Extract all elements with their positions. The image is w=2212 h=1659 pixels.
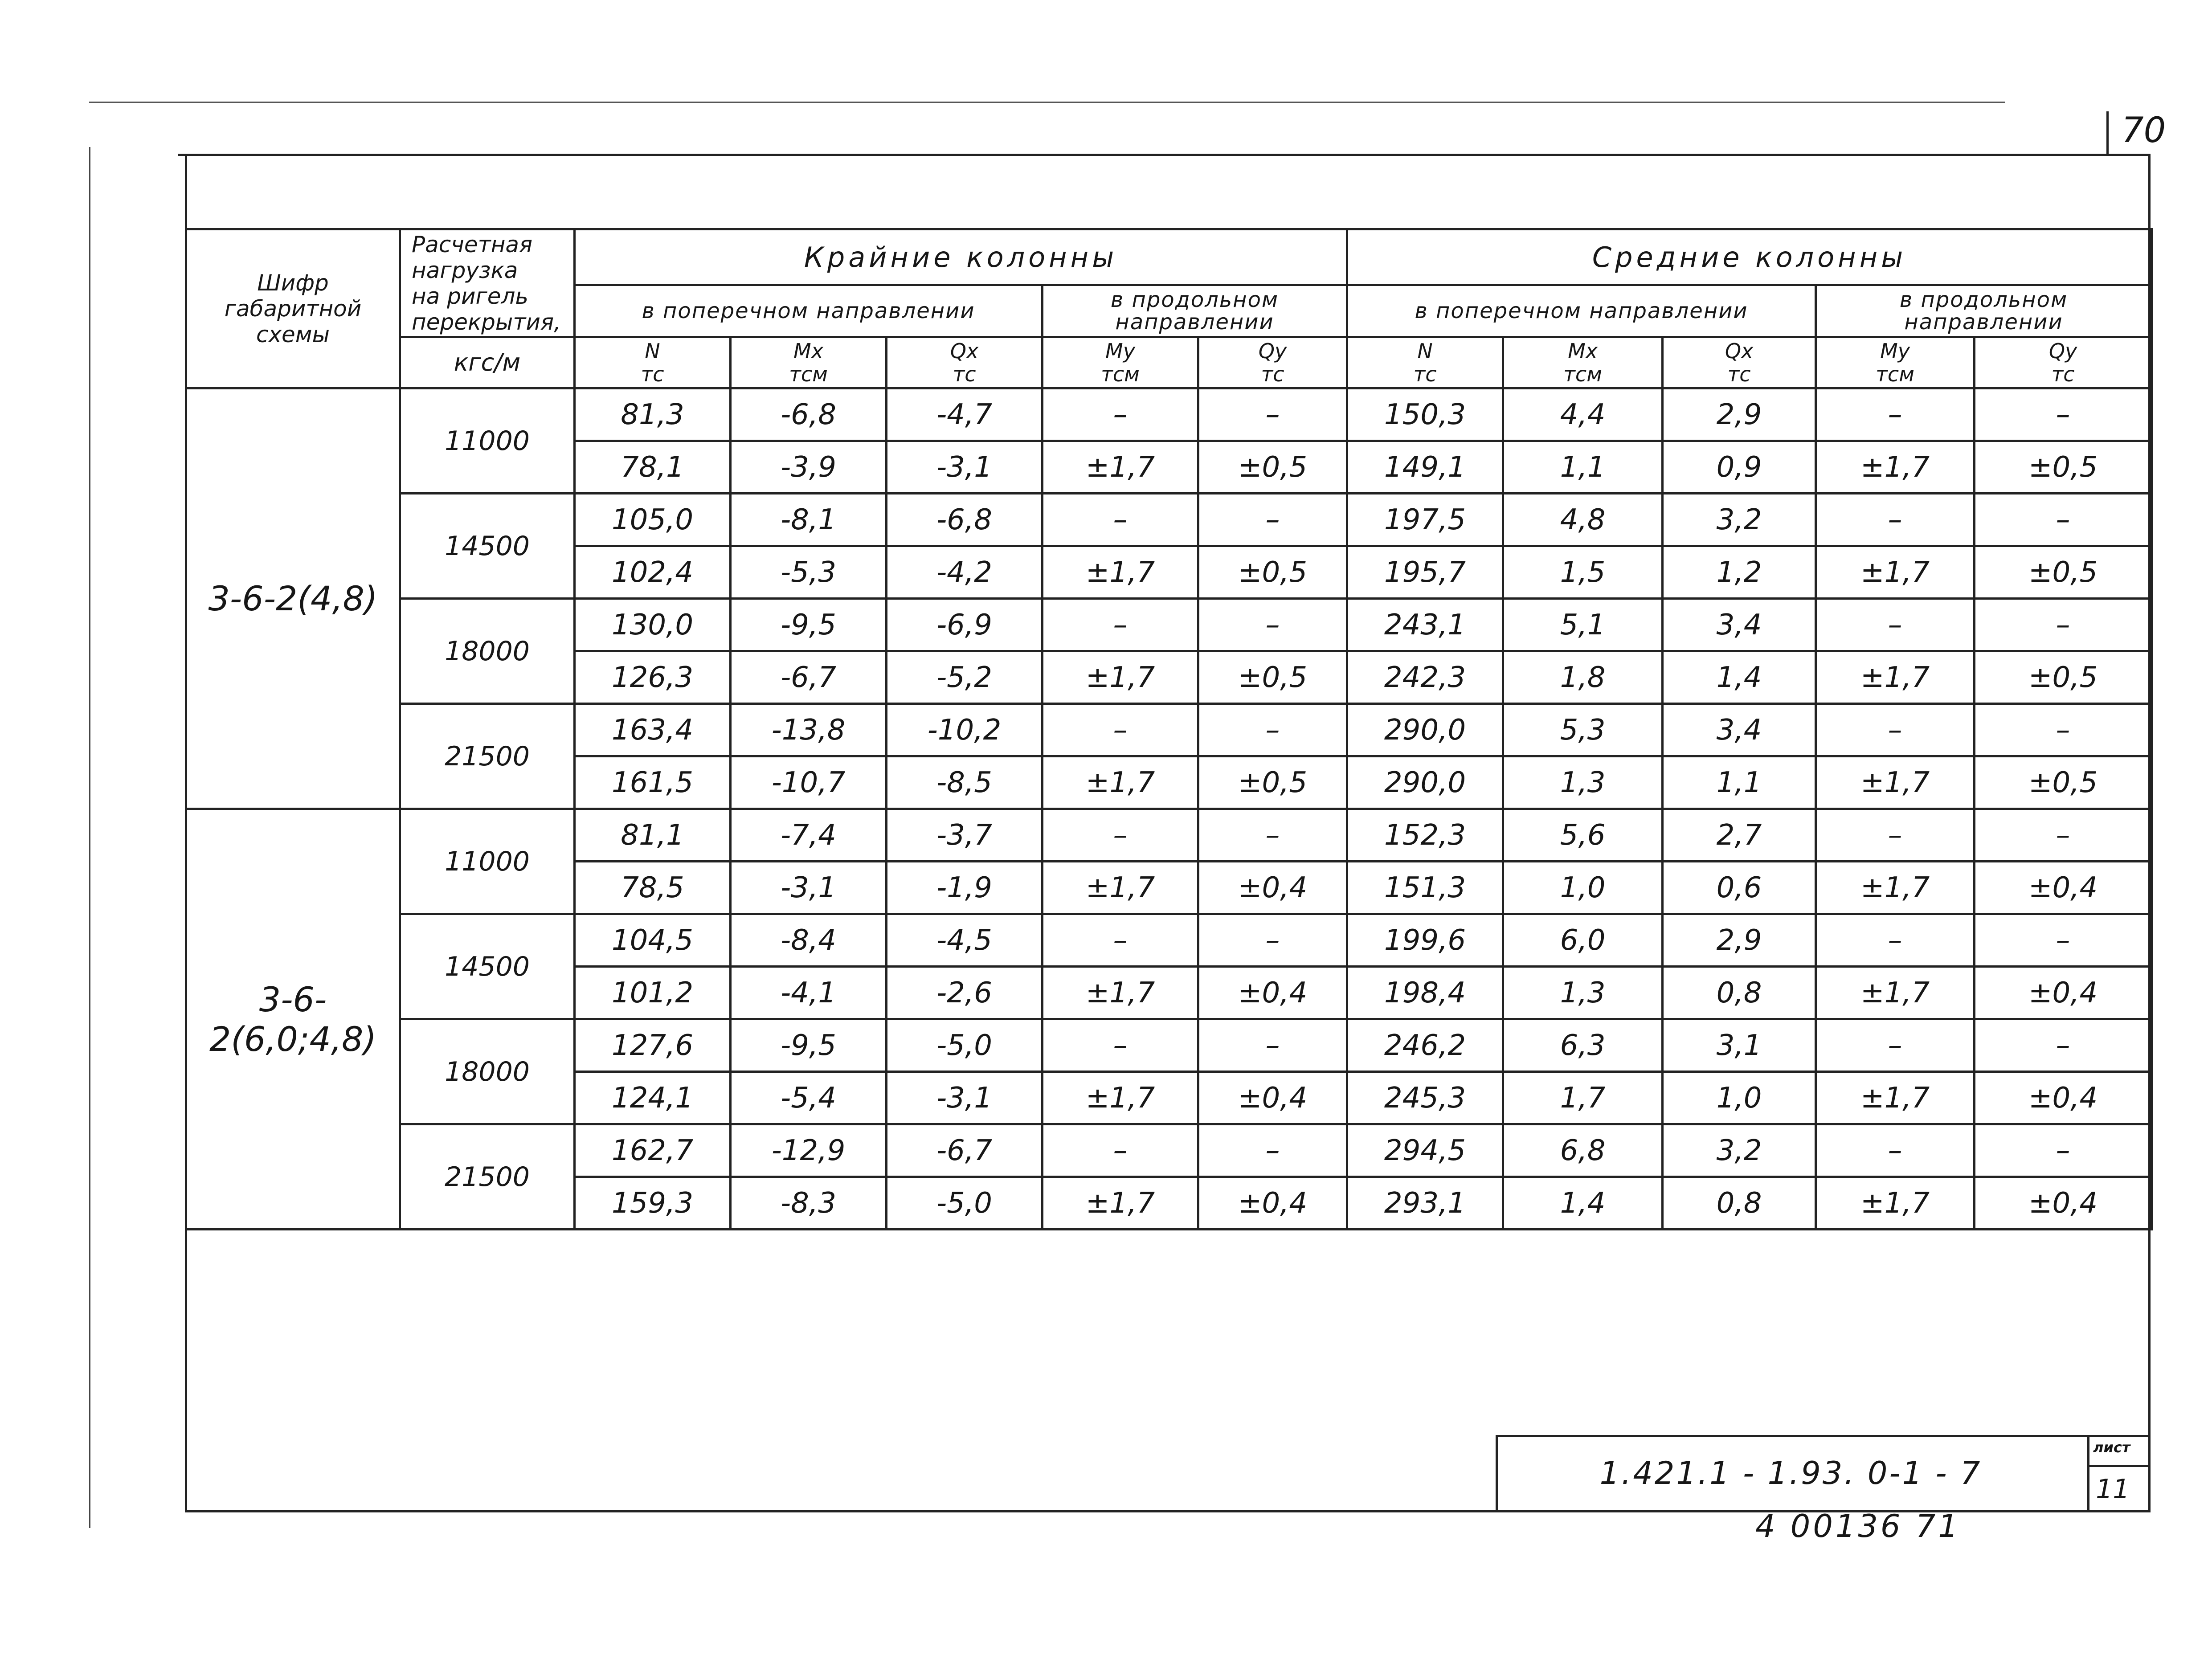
load-cell: 14500 xyxy=(400,494,575,599)
outer-top-line xyxy=(89,102,2005,103)
value-cell: -4,7 xyxy=(887,388,1043,441)
value-cell: -12,9 xyxy=(731,1124,887,1177)
sheet-label: лист xyxy=(2093,1439,2130,1456)
value-cell: ±1,7 xyxy=(1043,862,1198,914)
value-cell: -3,1 xyxy=(887,1072,1043,1124)
load-column-header xyxy=(400,229,575,337)
force-column-header xyxy=(575,337,731,388)
force-column-header xyxy=(1347,337,1503,388)
value-cell: 163,4 xyxy=(575,704,731,756)
value-cell: 0,8 xyxy=(1663,1177,1816,1230)
load-header-line: нагрузка xyxy=(412,257,518,283)
value-cell: – xyxy=(1198,1124,1347,1177)
value-cell: -6,8 xyxy=(887,494,1043,546)
binding-line xyxy=(89,147,90,1528)
value-cell: 3,2 xyxy=(1663,1124,1816,1177)
value-cell: -6,9 xyxy=(887,599,1043,651)
value-cell: 3,1 xyxy=(1663,1019,1816,1072)
value-cell: – xyxy=(1816,1124,1975,1177)
force-column-header xyxy=(887,337,1043,388)
value-cell: – xyxy=(1043,809,1198,862)
value-cell: 290,0 xyxy=(1347,756,1503,809)
value-cell: -3,1 xyxy=(731,862,887,914)
value-cell: -10,2 xyxy=(887,704,1043,756)
sheet-number: 70 xyxy=(2122,110,2166,151)
edge-columns-header: Крайние колонны xyxy=(575,229,1347,285)
value-cell: ±1,7 xyxy=(1043,756,1198,809)
force-name: My xyxy=(1880,339,1910,363)
force-unit: тсм xyxy=(1563,362,1602,386)
value-cell: ±1,7 xyxy=(1043,967,1198,1019)
force-column-header xyxy=(731,337,887,388)
value-cell: -6,7 xyxy=(731,651,887,704)
value-cell: -3,1 xyxy=(887,441,1043,494)
force-unit: тс xyxy=(953,362,976,386)
edge-transverse-header: в поперечном направлении xyxy=(575,285,1043,337)
value-cell: 198,4 xyxy=(1347,967,1503,1019)
value-cell: – xyxy=(1198,1019,1347,1072)
value-cell: -8,5 xyxy=(887,756,1043,809)
value-cell: 199,6 xyxy=(1347,914,1503,967)
value-cell: 3,4 xyxy=(1663,599,1816,651)
value-cell: ±0,5 xyxy=(1198,756,1347,809)
load-cell: 14500 xyxy=(400,914,575,1019)
force-name: N xyxy=(645,339,660,363)
value-cell: 1,4 xyxy=(1503,1177,1663,1230)
force-unit: тс xyxy=(2051,362,2075,386)
table-row xyxy=(186,599,2152,651)
value-cell: ±0,4 xyxy=(1198,967,1347,1019)
value-cell: 5,1 xyxy=(1503,599,1663,651)
load-cell: 18000 xyxy=(400,599,575,704)
value-cell: -2,6 xyxy=(887,967,1043,1019)
value-cell: – xyxy=(1198,599,1347,651)
value-cell: 124,1 xyxy=(575,1072,731,1124)
force-name: Mx xyxy=(793,339,823,363)
table-row xyxy=(186,388,2152,441)
value-cell: ±0,4 xyxy=(1198,1072,1347,1124)
value-cell: ±0,5 xyxy=(1198,651,1347,704)
value-cell: – xyxy=(1043,1124,1198,1177)
value-cell: 152,3 xyxy=(1347,809,1503,862)
value-cell: – xyxy=(1816,388,1975,441)
force-name: Qy xyxy=(1258,339,1287,363)
value-cell: – xyxy=(1198,388,1347,441)
value-cell: 195,7 xyxy=(1347,546,1503,599)
value-cell: – xyxy=(1975,388,2152,441)
force-name: Mx xyxy=(1568,339,1598,363)
value-cell: 78,1 xyxy=(575,441,731,494)
load-cell: 21500 xyxy=(400,704,575,809)
force-column-header xyxy=(1043,337,1198,388)
table-body xyxy=(186,388,2152,1230)
value-cell: -4,2 xyxy=(887,546,1043,599)
load-cell: 18000 xyxy=(400,1019,575,1124)
value-cell: -4,1 xyxy=(731,967,887,1019)
value-cell: 3,2 xyxy=(1663,494,1816,546)
scheme-header-line: габаритной xyxy=(224,296,362,322)
table-row xyxy=(186,809,2152,862)
force-unit: тс xyxy=(641,362,664,386)
value-cell: ±1,7 xyxy=(1816,862,1975,914)
value-cell: ±0,5 xyxy=(1975,546,2152,599)
value-cell: ±0,5 xyxy=(1975,441,2152,494)
value-cell: 245,3 xyxy=(1347,1072,1503,1124)
value-cell: -8,4 xyxy=(731,914,887,967)
top-border-line xyxy=(178,154,2151,156)
value-cell: – xyxy=(1975,704,2152,756)
value-cell: 5,3 xyxy=(1503,704,1663,756)
value-cell: -9,5 xyxy=(731,1019,887,1072)
force-unit: тс xyxy=(1261,362,1284,386)
value-cell: ±1,7 xyxy=(1043,441,1198,494)
value-cell: ±1,7 xyxy=(1816,651,1975,704)
value-cell: – xyxy=(1816,599,1975,651)
value-cell: – xyxy=(1816,704,1975,756)
value-cell: 1,3 xyxy=(1503,967,1663,1019)
value-cell: 3,4 xyxy=(1663,704,1816,756)
value-cell: -8,1 xyxy=(731,494,887,546)
value-cell: -13,8 xyxy=(731,704,887,756)
value-cell: -5,2 xyxy=(887,651,1043,704)
value-cell: 243,1 xyxy=(1347,599,1503,651)
force-name: My xyxy=(1105,339,1135,363)
value-cell: – xyxy=(1043,704,1198,756)
force-column-header xyxy=(1975,337,2152,388)
value-cell: – xyxy=(1975,1124,2152,1177)
force-name: N xyxy=(1417,339,1433,363)
value-cell: ±1,7 xyxy=(1816,967,1975,1019)
sheet-value: 11 xyxy=(2096,1474,2130,1505)
value-cell: – xyxy=(1043,914,1198,967)
table-row xyxy=(186,494,2152,546)
value-cell: 161,5 xyxy=(575,756,731,809)
value-cell: – xyxy=(1975,494,2152,546)
value-cell: 1,5 xyxy=(1503,546,1663,599)
value-cell: 105,0 xyxy=(575,494,731,546)
value-cell: – xyxy=(1975,1019,2152,1072)
value-cell: -8,3 xyxy=(731,1177,887,1230)
value-cell: -5,3 xyxy=(731,546,887,599)
value-cell: 0,9 xyxy=(1663,441,1816,494)
value-cell: – xyxy=(1043,494,1198,546)
value-cell: 0,8 xyxy=(1663,967,1816,1019)
value-cell: ±0,4 xyxy=(1198,862,1347,914)
title-block xyxy=(1496,1435,2150,1512)
value-cell: ±1,7 xyxy=(1816,1072,1975,1124)
value-cell: ±0,5 xyxy=(1198,441,1347,494)
value-cell: ±0,5 xyxy=(1198,546,1347,599)
value-cell: 78,5 xyxy=(575,862,731,914)
value-cell: -10,7 xyxy=(731,756,887,809)
value-cell: 151,3 xyxy=(1347,862,1503,914)
force-name: Qx xyxy=(1725,339,1754,363)
value-cell: -5,0 xyxy=(887,1019,1043,1072)
archive-number: 4 00136 71 xyxy=(1755,1508,1961,1545)
value-cell: 101,2 xyxy=(575,967,731,1019)
value-cell: 2,9 xyxy=(1663,914,1816,967)
value-cell: ±1,7 xyxy=(1043,1072,1198,1124)
load-cell: 11000 xyxy=(400,809,575,914)
value-cell: -7,4 xyxy=(731,809,887,862)
edge-longitudinal-header: в продольном направлении xyxy=(1043,285,1347,337)
force-name: Qx xyxy=(950,339,979,363)
value-cell: -9,5 xyxy=(731,599,887,651)
value-cell: ±1,7 xyxy=(1816,1177,1975,1230)
value-cell: 6,3 xyxy=(1503,1019,1663,1072)
scheme-header-line: Шифр xyxy=(257,270,329,296)
value-cell: – xyxy=(1198,704,1347,756)
force-unit: тсм xyxy=(789,362,828,386)
value-cell: -5,0 xyxy=(887,1177,1043,1230)
load-header-line: перекрытия, xyxy=(412,309,561,335)
value-cell: ±1,7 xyxy=(1816,441,1975,494)
value-cell: ±1,7 xyxy=(1043,546,1198,599)
sheet-number-divider xyxy=(2106,111,2109,156)
table-row xyxy=(186,704,2152,756)
value-cell: 246,2 xyxy=(1347,1019,1503,1072)
value-cell: 1,1 xyxy=(1663,756,1816,809)
value-cell: 104,5 xyxy=(575,914,731,967)
table-row xyxy=(186,1019,2152,1072)
value-cell: 150,3 xyxy=(1347,388,1503,441)
force-unit: тс xyxy=(1727,362,1751,386)
value-cell: 1,0 xyxy=(1663,1072,1816,1124)
value-cell: 102,4 xyxy=(575,546,731,599)
middle-longitudinal-header: в продольном направлении xyxy=(1816,285,2152,337)
sheet-cell-divider xyxy=(2089,1465,2150,1467)
value-cell: ±1,7 xyxy=(1043,651,1198,704)
value-cell: – xyxy=(1816,809,1975,862)
value-cell: 2,7 xyxy=(1663,809,1816,862)
value-cell: – xyxy=(1816,494,1975,546)
value-cell: 149,1 xyxy=(1347,441,1503,494)
value-cell: ±1,7 xyxy=(1816,546,1975,599)
internal-forces-table xyxy=(185,228,2153,1230)
value-cell: 1,4 xyxy=(1663,651,1816,704)
force-unit: тсм xyxy=(1101,362,1140,386)
scheme-cell: 3-6-2(6,0;4,8) xyxy=(186,809,400,1230)
value-cell: – xyxy=(1975,914,2152,967)
value-cell: 4,8 xyxy=(1503,494,1663,546)
value-cell: – xyxy=(1043,388,1198,441)
load-unit-header: кгс/м xyxy=(400,337,575,388)
value-cell: 159,3 xyxy=(575,1177,731,1230)
value-cell: – xyxy=(1043,1019,1198,1072)
load-header-line: Расчетная xyxy=(412,231,533,257)
load-header-line: на ригель xyxy=(412,283,528,309)
value-cell: 4,4 xyxy=(1503,388,1663,441)
force-column-header xyxy=(1198,337,1347,388)
value-cell: 5,6 xyxy=(1503,809,1663,862)
force-unit: тс xyxy=(1413,362,1437,386)
value-cell: 81,1 xyxy=(575,809,731,862)
force-column-header xyxy=(1503,337,1663,388)
value-cell: – xyxy=(1816,914,1975,967)
value-cell: 293,1 xyxy=(1347,1177,1503,1230)
value-cell: ±1,7 xyxy=(1043,1177,1198,1230)
force-unit: тсм xyxy=(1876,362,1914,386)
force-column-header xyxy=(1663,337,1816,388)
middle-columns-header: Средние колонны xyxy=(1347,229,2152,285)
value-cell: ±0,5 xyxy=(1975,756,2152,809)
value-cell: -5,4 xyxy=(731,1072,887,1124)
middle-transverse-header: в поперечном направлении xyxy=(1347,285,1816,337)
value-cell: 126,3 xyxy=(575,651,731,704)
value-cell: 294,5 xyxy=(1347,1124,1503,1177)
value-cell: 2,9 xyxy=(1663,388,1816,441)
force-column-header xyxy=(1816,337,1975,388)
value-cell: 1,8 xyxy=(1503,651,1663,704)
value-cell: ±0,5 xyxy=(1975,651,2152,704)
table-row xyxy=(186,1124,2152,1177)
table-row xyxy=(186,914,2152,967)
force-name: Qy xyxy=(2048,339,2077,363)
value-cell: -1,9 xyxy=(887,862,1043,914)
value-cell: 1,2 xyxy=(1663,546,1816,599)
value-cell: 1,0 xyxy=(1503,862,1663,914)
scheme-cell: 3-6-2(4,8) xyxy=(186,388,400,809)
value-cell: – xyxy=(1198,494,1347,546)
value-cell: – xyxy=(1198,809,1347,862)
value-cell: ±1,7 xyxy=(1816,756,1975,809)
drawing-code: 1.421.1 - 1.93. 0-1 - 7 xyxy=(1599,1455,1982,1491)
value-cell: 6,8 xyxy=(1503,1124,1663,1177)
value-cell: -3,9 xyxy=(731,441,887,494)
value-cell: ±0,4 xyxy=(1975,1072,2152,1124)
value-cell: 1,1 xyxy=(1503,441,1663,494)
value-cell: ±0,4 xyxy=(1975,862,2152,914)
sheet-cell xyxy=(2087,1437,2150,1512)
load-cell: 11000 xyxy=(400,388,575,494)
value-cell: – xyxy=(1816,1019,1975,1072)
scheme-header-line: схемы xyxy=(256,322,330,347)
value-cell: ±0,4 xyxy=(1975,967,2152,1019)
load-cell: 21500 xyxy=(400,1124,575,1230)
value-cell: ±0,4 xyxy=(1975,1177,2152,1230)
value-cell: 1,7 xyxy=(1503,1072,1663,1124)
value-cell: 1,3 xyxy=(1503,756,1663,809)
value-cell: 130,0 xyxy=(575,599,731,651)
value-cell: 197,5 xyxy=(1347,494,1503,546)
value-cell: 162,7 xyxy=(575,1124,731,1177)
value-cell: 81,3 xyxy=(575,388,731,441)
value-cell: -3,7 xyxy=(887,809,1043,862)
value-cell: 290,0 xyxy=(1347,704,1503,756)
value-cell: – xyxy=(1975,599,2152,651)
value-cell: -4,5 xyxy=(887,914,1043,967)
value-cell: – xyxy=(1198,914,1347,967)
value-cell: 0,6 xyxy=(1663,862,1816,914)
value-cell: 242,3 xyxy=(1347,651,1503,704)
value-cell: – xyxy=(1975,809,2152,862)
value-cell: -6,7 xyxy=(887,1124,1043,1177)
value-cell: ±0,4 xyxy=(1198,1177,1347,1230)
value-cell: 6,0 xyxy=(1503,914,1663,967)
value-cell: – xyxy=(1043,599,1198,651)
value-cell: -6,8 xyxy=(731,388,887,441)
scheme-column-header xyxy=(186,229,400,388)
value-cell: 127,6 xyxy=(575,1019,731,1072)
